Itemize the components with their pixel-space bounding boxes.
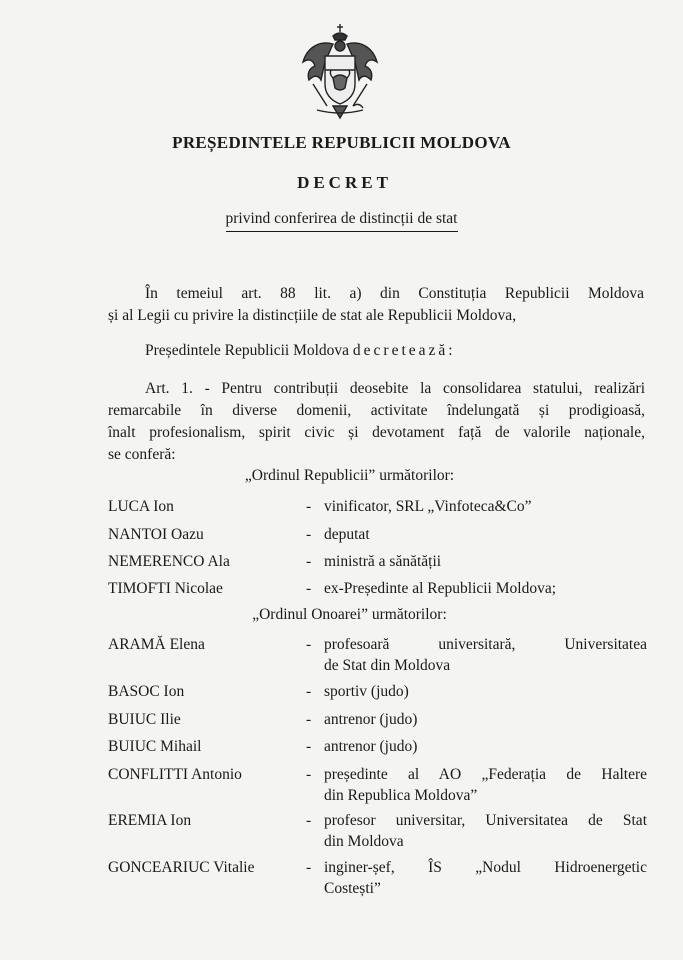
moldova-coat-of-arms-icon: [297, 22, 383, 120]
recipient-name: ARAMĂ Elena: [108, 636, 205, 653]
document-type: DECRET: [297, 173, 392, 192]
role-line: Costești”: [324, 880, 381, 897]
order-honour-heading: „Ordinul Onoarei” următorilor:: [252, 606, 447, 623]
dash-separator: -: [306, 738, 312, 755]
recipient-name: GONCEARIUC Vitalie: [108, 859, 255, 876]
role-line: profesor universitar, Universitatea de Stat: [324, 812, 647, 829]
recipient-name: BUIUC Ilie: [108, 711, 181, 728]
role-line: inginer-șef, ÎS „Nodul Hidroenergetic: [324, 859, 647, 876]
recipient-name: LUCA Ion: [108, 498, 174, 515]
dash-separator: -: [306, 766, 312, 783]
dash-separator: -: [306, 553, 312, 570]
recipient-name: NANTOI Oazu: [108, 526, 204, 543]
decree-subject: privind conferirea de distincții de stat: [0, 210, 683, 232]
recipient-name: EREMIA Ion: [108, 812, 192, 829]
legal-basis-paragraph: În temeiul art. 88 lit. a) din Constituția Republicii Moldova și al Legii cu privire la distincțiile de stat ale Republicii Moldova,: [108, 285, 644, 324]
role-line: deputat: [324, 526, 370, 543]
recipient-role: [324, 551, 647, 572]
recipient-role: [324, 810, 647, 852]
role-line: sportiv (judo): [324, 683, 409, 700]
recipient-role: [324, 857, 647, 899]
role-line: din Moldova: [324, 833, 404, 850]
dash-separator: -: [306, 580, 312, 597]
recipient-name: NEMERENCO Ala: [108, 553, 230, 570]
recipient-role: [324, 524, 647, 545]
dash-separator: -: [306, 526, 312, 543]
role-line: antrenor (judo): [324, 738, 418, 755]
recipient-role: [324, 681, 647, 702]
recipient-name: BASOC Ion: [108, 683, 185, 700]
recipient-name: TIMOFTI Nicolae: [108, 580, 223, 597]
recipient-role: [324, 709, 647, 730]
dash-separator: -: [306, 498, 312, 515]
role-line: antrenor (judo): [324, 711, 418, 728]
recipient-role: [324, 764, 647, 806]
recipient-name: BUIUC Mihail: [108, 738, 202, 755]
role-line: președinte al AO „Federația de Haltere: [324, 766, 647, 783]
role-line: din Republica Moldova”: [324, 787, 478, 804]
dash-separator: -: [306, 636, 312, 653]
role-line: de Stat din Moldova: [324, 657, 451, 674]
recipient-role: [324, 634, 647, 676]
institution-title: PREȘEDINTELE REPUBLICII MOLDOVA: [172, 133, 511, 152]
dash-separator: -: [306, 711, 312, 728]
role-line: ex-Președinte al Republicii Moldova;: [324, 580, 557, 597]
role-line: ministră a sănătății: [324, 553, 442, 570]
role-line: profesoară universitară, Universitatea: [324, 636, 647, 653]
recipient-role: [324, 496, 647, 517]
dash-separator: -: [306, 859, 312, 876]
recipient-role: [324, 736, 647, 757]
dash-separator: -: [306, 812, 312, 829]
order-republic-heading: „Ordinul Republicii” următorilor:: [244, 467, 455, 484]
article-1: Art. 1. - Pentru contribuții deosebite la consolidarea statului, realizări remarcabile în diverse domenii, activitate îndelungată și prodigioasă, înalt profesionalism, spirit civic și devotament față de valorile naționale, se conferă:: [108, 380, 645, 463]
decree-clause: Președintele Republicii Moldova decretează:: [145, 342, 456, 359]
dash-separator: -: [306, 683, 312, 700]
role-line: vinificator, SRL „Vinfoteca&Co”: [324, 498, 532, 515]
recipient-name: CONFLITTI Antonio: [108, 766, 242, 783]
recipient-role: [324, 578, 647, 599]
